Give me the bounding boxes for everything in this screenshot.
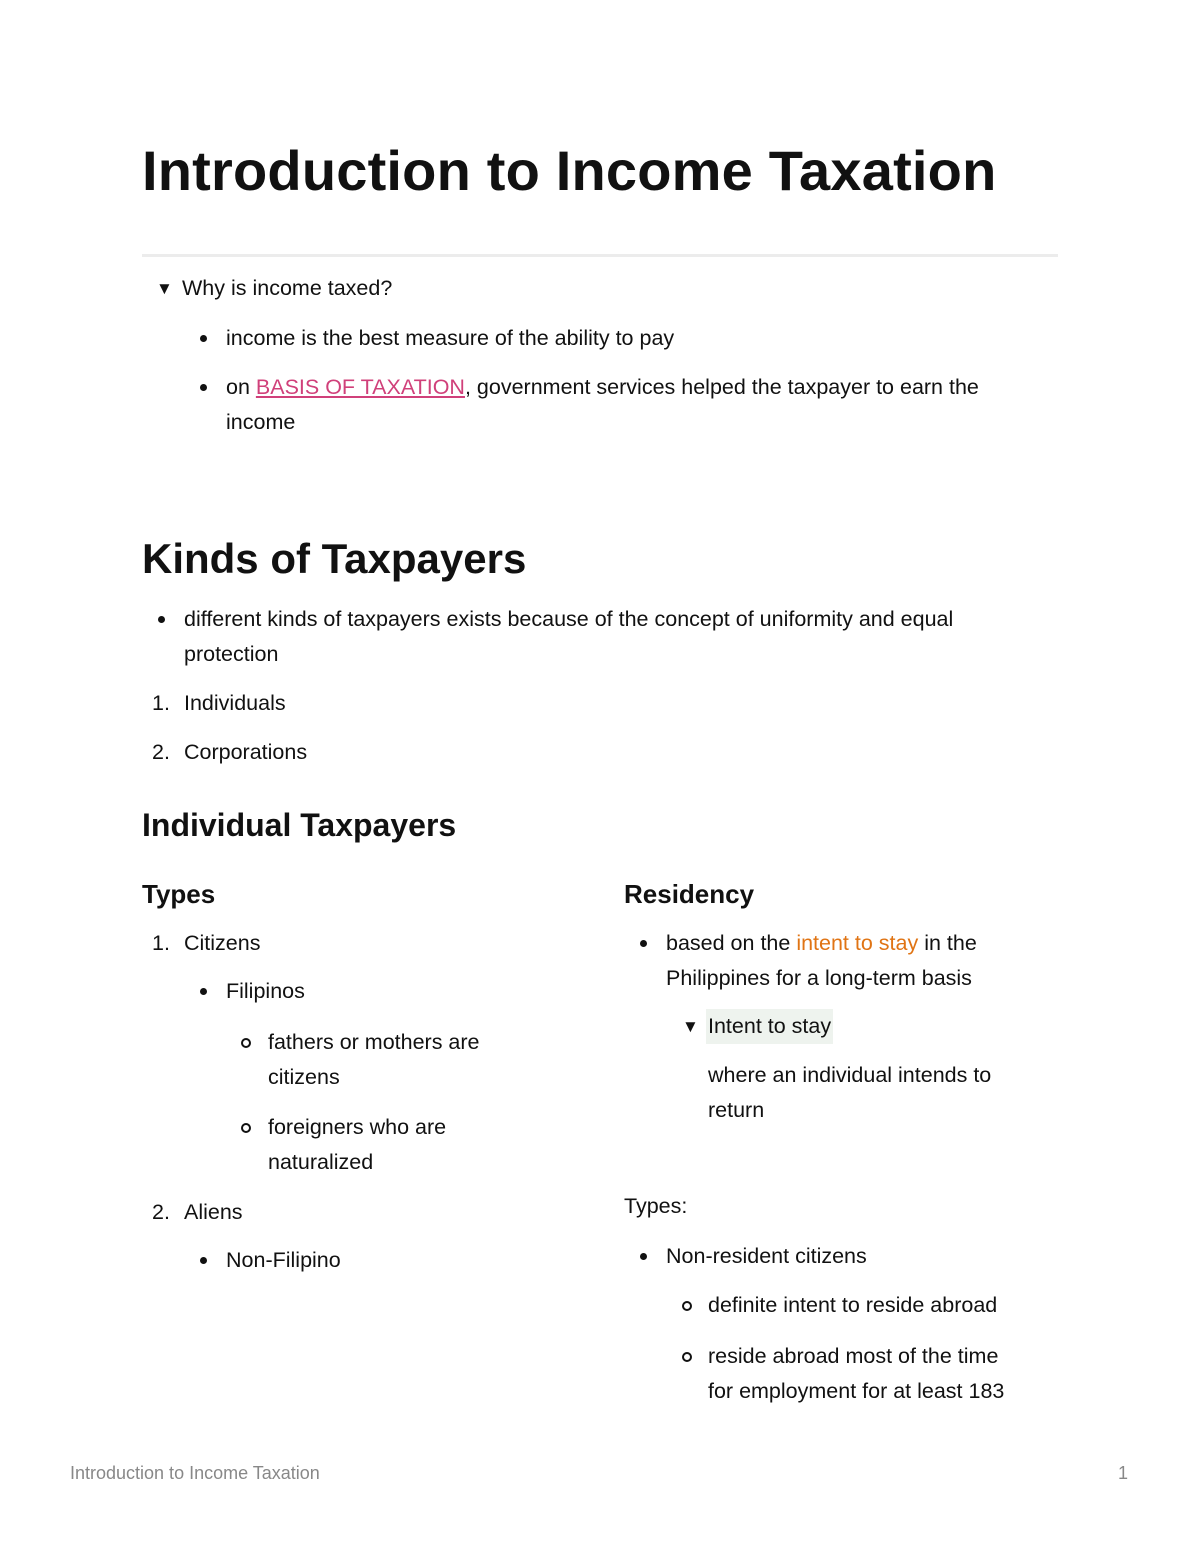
basis-of-taxation-link[interactable]: BASIS OF TAXATION bbox=[255, 375, 465, 399]
bullet-circle-icon bbox=[682, 1301, 692, 1311]
toggle-intent-to-stay[interactable]: Intent to stay bbox=[706, 1009, 833, 1044]
list-item-filipinos: Filipinos bbox=[226, 979, 305, 1003]
list-item-non-filipino: Non-Filipino bbox=[226, 1248, 341, 1272]
list-item: different kinds of taxpayers exists because of the concept of uniformity and equal bbox=[184, 607, 954, 631]
individual-heading: Individual Taxpayers bbox=[142, 807, 457, 843]
toggle-why-taxed[interactable]: Why is income taxed? bbox=[182, 276, 393, 300]
list-item-aliens: Aliens bbox=[184, 1200, 243, 1224]
bullet-circle-icon bbox=[682, 1352, 692, 1362]
bullet-dot-icon bbox=[200, 335, 207, 342]
toggle-body: where an individual intends to bbox=[708, 1063, 992, 1087]
list-item-continuation: citizens bbox=[268, 1065, 340, 1089]
list-item: income is the best measure of the ability to pay bbox=[226, 326, 675, 350]
text-prefix: based on the bbox=[666, 931, 797, 955]
types-label: Types: bbox=[624, 1194, 688, 1218]
divider bbox=[142, 254, 1058, 257]
list-number: 1. bbox=[152, 691, 170, 715]
intent-to-stay-highlight: intent to stay bbox=[796, 931, 919, 955]
bullet-dot-icon bbox=[640, 940, 647, 947]
bullet-dot-icon bbox=[640, 1253, 647, 1260]
list-number: 2. bbox=[152, 1200, 170, 1224]
list-item-prefix: on bbox=[226, 375, 256, 399]
list-item-continuation: protection bbox=[184, 642, 279, 666]
list-item-corporations: Corporations bbox=[184, 740, 308, 764]
types-heading: Types bbox=[142, 879, 216, 909]
kinds-heading: Kinds of Taxpayers bbox=[142, 535, 527, 582]
list-item-continuation: for employment for at least 183 bbox=[708, 1379, 1005, 1403]
bullet-dot-icon bbox=[200, 1257, 207, 1264]
bullet-dot-icon bbox=[200, 384, 207, 391]
list-item: definite intent to reside abroad bbox=[708, 1293, 998, 1317]
list-item: fathers or mothers are bbox=[268, 1030, 480, 1054]
list-item-nonresident: Non-resident citizens bbox=[666, 1244, 867, 1268]
list-item bbox=[226, 370, 979, 405]
triangle-down-icon[interactable]: ▼ bbox=[682, 1017, 699, 1036]
triangle-down-icon[interactable]: ▼ bbox=[156, 279, 173, 298]
bullet-dot-icon bbox=[200, 988, 207, 995]
list-item-suffix: , government services helped the taxpayer to earn the bbox=[464, 375, 979, 399]
page-title: Introduction to Income Taxation bbox=[142, 139, 997, 202]
list-item bbox=[666, 926, 977, 961]
list-item: foreigners who are bbox=[268, 1115, 447, 1139]
list-item-individuals: Individuals bbox=[184, 691, 286, 715]
list-number: 1. bbox=[152, 931, 170, 955]
list-item-continuation: Philippines for a long-term basis bbox=[666, 966, 972, 990]
list-item-citizens: Citizens bbox=[184, 931, 261, 955]
footer-title: Introduction to Income Taxation bbox=[70, 1463, 320, 1483]
list-item-continuation: income bbox=[226, 410, 296, 434]
text-suffix: in the bbox=[918, 931, 977, 955]
bullet-circle-icon bbox=[241, 1123, 251, 1133]
list-item: reside abroad most of the time bbox=[708, 1344, 999, 1368]
list-item-continuation: naturalized bbox=[268, 1150, 374, 1174]
residency-heading: Residency bbox=[624, 879, 755, 909]
bullet-dot-icon bbox=[158, 616, 165, 623]
toggle-body-continuation: return bbox=[708, 1098, 765, 1122]
page-number: 1 bbox=[1118, 1463, 1129, 1483]
bullet-circle-icon bbox=[241, 1038, 251, 1048]
list-number: 2. bbox=[152, 740, 170, 764]
